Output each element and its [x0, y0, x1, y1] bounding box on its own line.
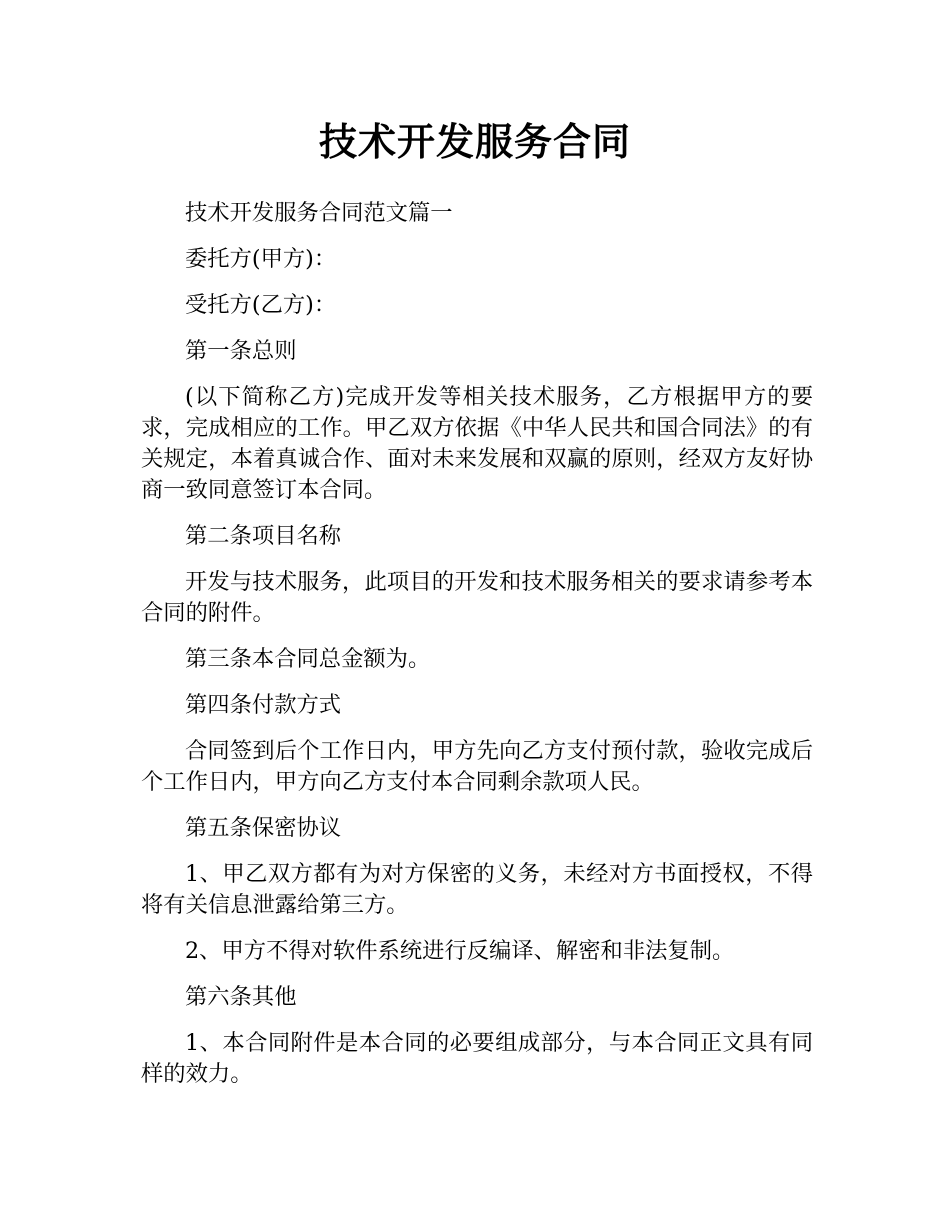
- section-heading-2: 第二条项目名称: [185, 523, 342, 549]
- document-body: [141, 198, 813, 1105]
- paragraph-party-a: 委托方(甲方)：: [185, 246, 337, 272]
- paragraph-payment: 合同签到后个工作日内，甲方先向乙方支付预付款，验收完成后个工作日内，甲方向乙方支付本合同剩余款项人民。: [141, 738, 813, 795]
- paragraph-party-b: 受托方(乙方)：: [185, 292, 337, 318]
- section-heading-6: 第六条其他: [185, 984, 297, 1010]
- paragraph-other-1: 1、本合同附件是本合同的必要组成部分，与本合同正文具有同样的效力。: [141, 1030, 813, 1087]
- paragraph-confidentiality-2: 2、甲方不得对软件系统进行反编译、解密和非法复制。: [185, 938, 735, 964]
- section-heading-4: 第四条付款方式: [185, 692, 342, 718]
- paragraph-confidentiality-1: 1、甲乙双方都有为对方保密的义务，未经对方书面授权，不得将有关信息泄露给第三方。: [141, 861, 813, 918]
- paragraph-project-name: 开发与技术服务，此项目的开发和技术服务相关的要求请参考本合同的附件。: [141, 569, 813, 626]
- section-heading-3: 第三条本合同总金额为。: [185, 646, 431, 672]
- section-heading-1: 第一条总则: [185, 338, 297, 364]
- paragraph-subtitle: 技术开发服务合同范文篇一: [185, 200, 453, 226]
- paragraph-general-terms: (以下简称乙方)完成开发等相关技术服务，乙方根据甲方的要求，完成相应的工作。甲乙双方依据《中华人民共和国合同法》的有关规定，本着真诚合作、面对未来发展和双赢的原则，经双方友好协商一致同意签订本合同。: [141, 384, 813, 503]
- section-heading-5: 第五条保密协议: [185, 815, 342, 841]
- document-title: 技术开发服务合同: [318, 120, 631, 164]
